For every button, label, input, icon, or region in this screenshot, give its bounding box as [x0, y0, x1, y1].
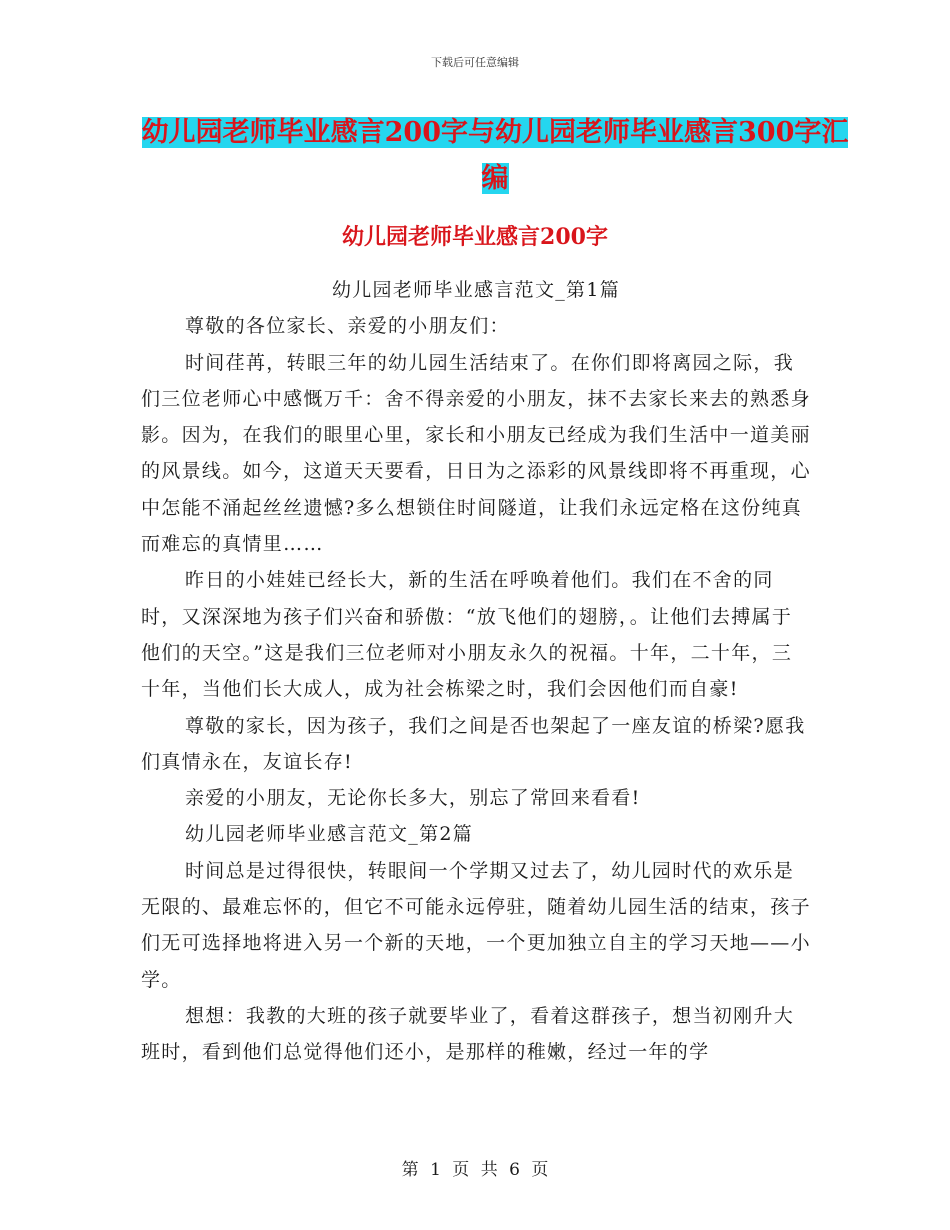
- paragraph: 想想：我教的大班的孩子就要毕业了，看着这群孩子，想当初刚升大班时，看到他们总觉得他们还小，是那样的稚嫩，经过一年的学: [141, 1004, 795, 1064]
- paragraph: 亲爱的小朋友，无论你长多大，别忘了常回来看看!: [185, 787, 641, 810]
- section-title: 幼儿园老师毕业感言200字: [342, 224, 608, 250]
- header-note: 下载后可任意编辑: [431, 56, 519, 69]
- article-heading-1: 幼儿园老师毕业感言范文_第1篇: [331, 279, 621, 301]
- paragraph: 时间荏苒，转眼三年的幼儿园生活结束了。在你们即将离园之际，我们三位老师心中感慨万千：舍不得亲爱的小朋友，抹不去家长来去的熟悉身影。因为，在我们的眼里心里，家长和小朋友已经成为我们生活中一道美丽的风景线。如今，这道天天要看，日日为之添彩的风景线即将不再重现，心中怎能不涌起丝丝遗憾?多么想锁住时间隧道，让我们永远定格在这份纯真而难忘的真情里……: [141, 351, 811, 556]
- document-title-text: 幼儿园老师毕业感言200字与幼儿园老师毕业感言300字汇编: [141, 117, 849, 194]
- document-title: [130, 110, 860, 202]
- paragraph: 昨日的小娃娃已经长大，新的生活在呼唤着他们。我们在不舍的同时，又深深地为孩子们兴奋和骄傲：“放飞他们的翅膀，。让他们去搏属于他们的天空。”这是我们三位老师对小朋友永久的祝福。十年，二十年，三十年，当他们长大成人，成为社会栋梁之时，我们会因他们而自豪!: [141, 569, 793, 701]
- page-number: 第 1 页 共 6 页: [401, 1160, 549, 1180]
- paragraph: 尊敬的各位家长、亲爱的小朋友们：: [185, 315, 510, 338]
- paragraph: 时间总是过得很快，转眼间一个学期又过去了，幼儿园时代的欢乐是无限的、最难忘怀的，但它不可能永远停驻，随着幼儿园生活的结束，孩子们无可选择地将进入另一个新的天地，一个更加独立自主的学习天地——小学。: [141, 859, 811, 991]
- document-body: [141, 272, 811, 1071]
- paragraph: 尊敬的家长，因为孩子，我们之间是否也架起了一座友谊的桥梁?愿我们真情永在，友谊长存!: [141, 714, 806, 773]
- article-heading-2: 幼儿园老师毕业感言范文_第2篇: [185, 823, 474, 846]
